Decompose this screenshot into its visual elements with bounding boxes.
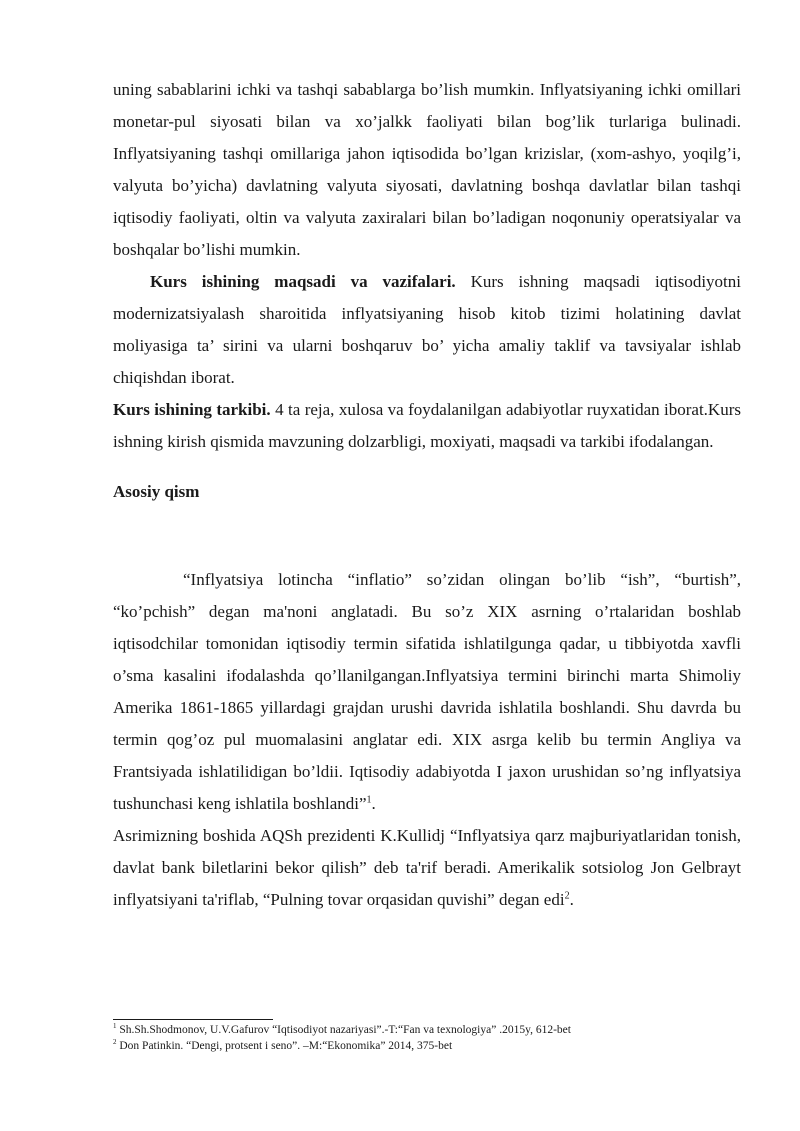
section-label-goals: Kurs ishining maqsadi va vazifalari. <box>150 272 456 291</box>
footnote-mark: 2 <box>113 1038 117 1047</box>
paragraph-text: Kurs ishning maqsadi iqtisodiyotni modernizatsiyalash sharoitida inflyatsiyaning hisob kitob tizimi holatining davlat moliyasiga ta’ sirini va ularni boshqaruv bo’ yicha amaliy taklif va tavsiyalar ishlab chiqishdan iborat. <box>113 272 741 387</box>
paragraph-causes-of-inflation <box>113 74 741 266</box>
footnotes <box>113 1022 753 1054</box>
footnote-1 <box>113 1022 753 1038</box>
paragraph-text: Asrimizning boshida AQSh prezidenti K.Kullidj “Inflyatsiya qarz majburiyatlaridan tonish, davlat bank biletlarini bekor qilish” deb ta'rif beradi. Amerikalik sotsiolog Jon Gelbrayt inflyatsiyani ta'riflab, “Pulning tovar orqasidan quvishi” degan edi <box>113 826 741 909</box>
document-body <box>113 74 741 916</box>
footnote-ref-1[interactable]: 1 <box>366 794 372 806</box>
paragraph-course-goals <box>113 266 741 394</box>
paragraph-course-structure <box>113 394 741 458</box>
paragraph-end: . <box>371 794 376 813</box>
paragraph-coolidge-quote <box>113 820 741 916</box>
section-label-structure: Kurs ishining tarkibi. <box>113 400 271 419</box>
footnote-2 <box>113 1038 753 1054</box>
paragraph-end: . <box>569 890 574 909</box>
footnote-text: Don Patinkin. “Dengi, protsent i seno”. –M:“Ekonomika” 2014, 375-bet <box>116 1040 453 1052</box>
paragraph-inflation-definition <box>113 564 741 820</box>
footnote-text: Sh.Sh.Shodmonov, U.V.Gafurov “Iqtisodiyot nazariyasi”.-T:“Fan va texnologiya” .2015y, 612-bet <box>116 1024 571 1036</box>
footnote-ref-2[interactable]: 2 <box>564 890 570 902</box>
paragraph-text: “Inflyatsiya lotincha “inflatio” so’zidan olingan bo’lib “ish”, “burtish”, “ko’pchish” degan ma'noni anglatadi. Bu so’z XIX asrning o’rtalaridan boshlab iqtisodchilar tomonidan iqtisodiy termin sifatida ishlatilgunga qadar, u tibbiyotda xavfli o’sma kasalini ifodalashda qo’llanilgangan.Inflyatsiya termini birinchi marta Shimoliy Amerika 1861-1865 yillardagi grajdan urushi davrida ishlatila boshlandi. Shu davrda bu termin qog’oz pul muomalasini anglatar edi. XIX asrga kelib bu termin Angliya va Frantsiyada ishlatilidigan bo’ldii. Iqtisodiy adabiyotda I jaxon urushidan so’ng inflyatsiya tushunchasi keng ishlatila boshlandi” <box>113 570 741 813</box>
paragraph-text: uning sabablarini ichki va tashqi sabablarga bo’lish mumkin. Inflyatsiyaning ichki omillari monetar-pul siyosati bilan va xo’jalkk faoliyati bilan bog’lik turlariga bulinadi. Inflyatsiyaning tashqi omillariga jahon iqtisodida bo’lgan krizislar, (xom-ashyo, yoqilg’i, valyuta bo’yicha) davlatning valyuta siyosati, davlatning boshqa davlatlar bilan tashqi iqtisodiy faoliyati, oltin va valyuta zaxiralari bilan bo’ladigan noqonuniy operatsiyalar va boshqalar bo’lishi mumkin. <box>113 80 741 259</box>
footnote-mark: 1 <box>113 1022 117 1031</box>
footnote-separator <box>113 1019 273 1020</box>
paragraph-text: 4 ta reja, xulosa va foydalanilgan adabiyotlar ruyxatidan iborat.Kurs ishning kirish qismida mavzuning dolzarbligi, moxiyati, maqsadi va tarkibi ifodalangan. <box>113 400 741 451</box>
section-heading: Asosiy qism <box>113 482 200 501</box>
